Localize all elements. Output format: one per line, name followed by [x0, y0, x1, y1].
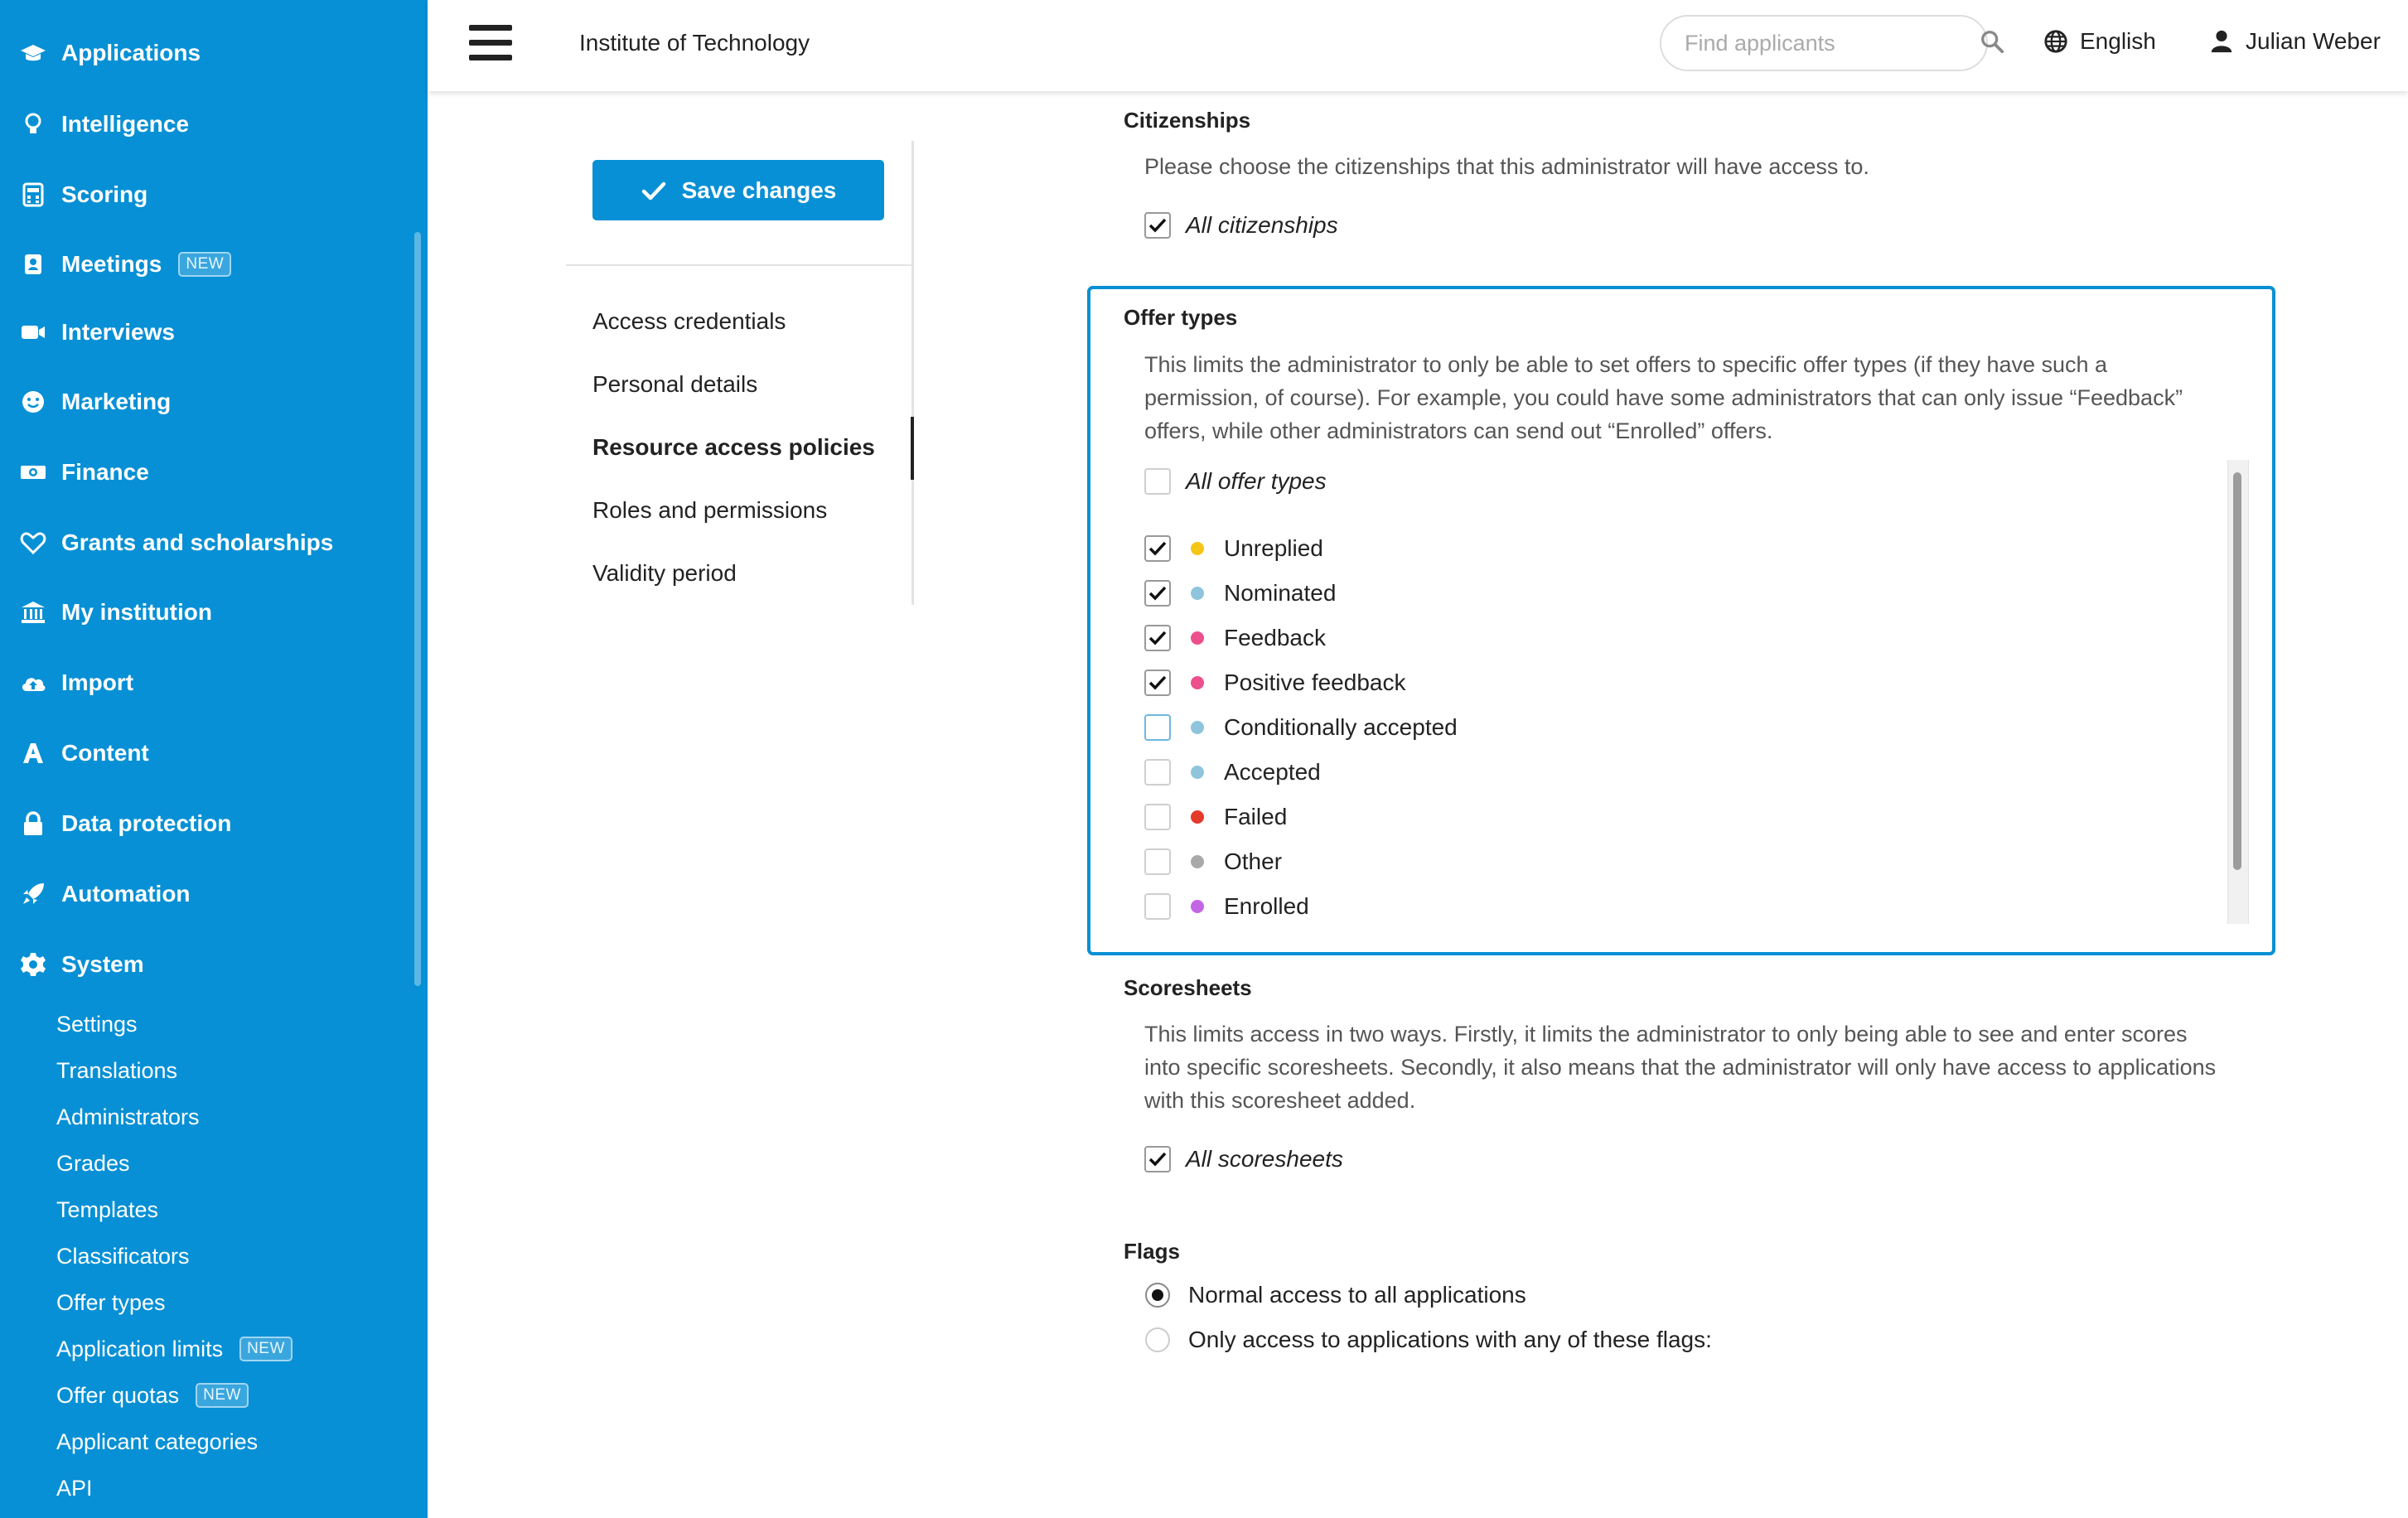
radio-label: Normal access to all applications — [1188, 1282, 1526, 1308]
top-header — [428, 0, 2408, 91]
sidebar-subitem-api[interactable] — [56, 1467, 93, 1509]
description-line: offers, while other administrators can send out “Enrolled” offers. — [1144, 418, 1773, 443]
sidebar-subitem-label: Templates — [56, 1197, 159, 1222]
checkmark-icon — [1147, 583, 1168, 604]
offer-type-label: Feedback — [1224, 625, 1326, 650]
language-selector[interactable] — [2043, 28, 2156, 55]
description-line: into specific scoresheets. Secondly, it also means that the administrator will only have access to applications — [1144, 1055, 2217, 1080]
lightbulb-icon — [18, 109, 48, 139]
checkbox[interactable] — [1144, 848, 1171, 875]
subnav-item-resource-access-policies[interactable]: Resource access policies — [592, 434, 875, 460]
sidebar-subitem-translations[interactable] — [56, 1050, 177, 1091]
sidebar-subitem-grades[interactable] — [56, 1143, 130, 1184]
offer-type-item[interactable] — [1144, 535, 1323, 562]
checkbox-label: All offer types — [1186, 468, 1327, 494]
sidebar — [0, 0, 428, 1518]
offer-type-item[interactable] — [1144, 848, 1282, 875]
checkbox-label: All citizenships — [1186, 212, 1338, 238]
sidebar-item-automation[interactable] — [18, 869, 191, 919]
rocket-icon — [18, 879, 48, 909]
checkmark-icon — [1147, 215, 1168, 236]
offer-type-item[interactable] — [1144, 804, 1287, 830]
scoresheets-title: Scoresheets — [1124, 975, 1252, 1000]
graduation-cap-icon — [18, 38, 48, 68]
description-line: with this scoresheet added. — [1144, 1088, 1416, 1113]
sidebar-item-scoring[interactable] — [18, 170, 147, 220]
offer-types-description — [1144, 348, 2183, 447]
offer-type-item[interactable] — [1144, 714, 1458, 741]
sidebar-subitem-offer-quotas[interactable] — [56, 1375, 249, 1416]
checkmark-icon — [1147, 538, 1168, 559]
sidebar-subitem-label: Administrators — [56, 1104, 200, 1129]
save-changes-button[interactable] — [592, 160, 884, 220]
radio-button[interactable] — [1145, 1283, 1170, 1308]
sidebar-item-finance[interactable] — [18, 447, 149, 497]
new-badge: NEW — [178, 252, 231, 277]
checkbox[interactable] — [1144, 212, 1171, 239]
offer-type-label: Positive feedback — [1224, 670, 1406, 695]
citizenships-description: Please choose the citizenships that this administrator will have access to. — [1144, 154, 1869, 179]
all-citizenships-checkbox[interactable] — [1144, 212, 1338, 239]
subnav-divider — [566, 264, 912, 266]
subnav-active-indicator — [911, 417, 914, 480]
sidebar-subitem-label: Classificators — [56, 1243, 190, 1269]
subnav-item-roles-permissions[interactable]: Roles and permissions — [592, 497, 828, 523]
offer-type-label: Nominated — [1224, 580, 1337, 606]
sidebar-item-label: Automation — [61, 881, 191, 906]
offer-type-item[interactable] — [1144, 625, 1326, 651]
sidebar-item-label: Interviews — [61, 319, 175, 345]
color-dot-icon — [1191, 766, 1204, 779]
offer-type-label: Failed — [1224, 804, 1288, 829]
scoresheets-description — [1144, 1018, 2216, 1117]
user-name: Julian Weber — [2246, 28, 2381, 54]
sidebar-subitem-label: Offer types — [56, 1289, 166, 1315]
sidebar-item-label: Applications — [61, 40, 201, 65]
checkbox[interactable] — [1144, 625, 1171, 651]
sidebar-subitem-applicant-categories[interactable] — [56, 1421, 258, 1462]
checkmark-icon — [1147, 672, 1168, 694]
color-dot-icon — [1191, 631, 1204, 645]
sidebar-item-interviews[interactable] — [18, 307, 175, 357]
heart-icon — [18, 528, 48, 558]
sidebar-item-label: Import — [61, 670, 134, 695]
color-dot-icon — [1191, 900, 1204, 913]
sidebar-subitem-label: Translations — [56, 1057, 178, 1083]
description-line: This limits access in two ways. Firstly, it limits the administrator to only being able to see and enter scores — [1144, 1022, 2188, 1047]
search-input[interactable] — [1683, 30, 1980, 57]
sidebar-item-meetings[interactable] — [18, 239, 231, 289]
offer-type-label: Unreplied — [1224, 535, 1323, 561]
subnav-item-access-credentials[interactable]: Access credentials — [592, 308, 786, 334]
flags-title: Flags — [1124, 1239, 1180, 1264]
sidebar-item-system[interactable] — [18, 940, 144, 989]
sidebar-item-content[interactable] — [18, 728, 149, 778]
sidebar-item-import[interactable] — [18, 658, 133, 708]
sidebar-item-data-protection[interactable] — [18, 799, 231, 848]
sidebar-subitem-label: Grades — [56, 1150, 130, 1176]
sidebar-subitem-offer-types[interactable] — [56, 1282, 166, 1323]
sidebar-subitem-label: Applicant categories — [56, 1429, 259, 1454]
offer-types-title: Offer types — [1124, 305, 1238, 330]
offer-type-item[interactable] — [1144, 670, 1405, 696]
flags-option-normal[interactable] — [1145, 1282, 1526, 1308]
offer-type-item[interactable] — [1144, 759, 1321, 786]
offer-type-label: Other — [1224, 848, 1283, 874]
sidebar-subitem-administrators[interactable] — [56, 1096, 200, 1138]
sidebar-item-label: Marketing — [61, 389, 172, 414]
all-scoresheets-checkbox[interactable] — [1144, 1146, 1343, 1172]
color-dot-icon — [1191, 855, 1204, 868]
sidebar-item-label: Intelligence — [61, 111, 190, 137]
checkmark-icon — [1147, 627, 1168, 649]
offer-types-scrollbar-thumb[interactable] — [2233, 472, 2241, 870]
description-line: permission, of course). For example, you could have some administrators that can only issue “Feedback” — [1144, 385, 2183, 410]
checkbox[interactable] — [1144, 893, 1171, 920]
subnav-item-validity-period[interactable]: Validity period — [592, 560, 737, 586]
color-dot-icon — [1191, 810, 1204, 824]
user-menu[interactable] — [2209, 28, 2381, 55]
flags-option-restricted[interactable] — [1145, 1327, 1712, 1353]
money-icon — [18, 457, 48, 487]
cloud-upload-icon — [18, 668, 48, 698]
checkbox[interactable] — [1144, 468, 1171, 495]
smiley-icon — [18, 387, 48, 417]
new-badge: NEW — [239, 1337, 293, 1361]
subnav-item-personal-details[interactable]: Personal details — [592, 371, 758, 397]
language-label: English — [2080, 28, 2156, 54]
checkbox-label: All scoresheets — [1186, 1146, 1343, 1172]
sidebar-item-label: System — [61, 951, 144, 977]
sidebar-item-label: Meetings — [61, 251, 162, 277]
sidebar-item-label: Finance — [61, 459, 149, 485]
description-line: This limits the administrator to only be able to set offers to specific offer types (if they have such a — [1144, 352, 2108, 377]
sidebar-subitem-settings[interactable] — [56, 1003, 138, 1045]
sidebar-subitem-classificators[interactable] — [56, 1235, 190, 1277]
radio-label: Only access to applications with any of these flags: — [1188, 1327, 1712, 1352]
sidebar-subitem-label: Application limits — [56, 1336, 224, 1361]
video-camera-icon — [18, 317, 48, 347]
radio-button[interactable] — [1145, 1327, 1170, 1352]
sidebar-scrollbar[interactable] — [414, 232, 421, 986]
sidebar-item-label: Scoring — [61, 181, 148, 207]
sidebar-subitem-label: Offer quotas — [56, 1382, 180, 1408]
sidebar-item-label: Data protection — [61, 810, 232, 836]
gear-icon — [18, 950, 48, 979]
checkmark-icon — [1147, 1148, 1168, 1170]
globe-icon — [2043, 29, 2068, 54]
color-dot-icon — [1191, 676, 1204, 689]
institution-title: Institute of Technology — [579, 30, 810, 56]
lock-icon — [18, 809, 48, 839]
hamburger-menu-icon[interactable] — [469, 25, 512, 61]
checkbox[interactable] — [1144, 1146, 1171, 1172]
checkbox[interactable] — [1144, 714, 1171, 741]
checkbox[interactable] — [1144, 759, 1171, 786]
subnav-vertical-line — [911, 141, 914, 605]
meetings-icon — [18, 249, 48, 279]
sidebar-item-label: Grants and scholarships — [61, 529, 334, 555]
checkbox[interactable] — [1144, 580, 1171, 607]
sidebar-item-applications[interactable] — [18, 28, 201, 78]
citizenships-title: Citizenships — [1124, 108, 1251, 133]
color-dot-icon — [1191, 542, 1204, 555]
checkbox[interactable] — [1144, 535, 1171, 562]
search-icon[interactable] — [1980, 29, 2004, 58]
new-badge: NEW — [196, 1383, 249, 1408]
offer-type-item[interactable] — [1144, 580, 1336, 607]
sidebar-item-grants[interactable] — [18, 518, 333, 568]
sidebar-item-label: My institution — [61, 599, 212, 625]
offer-type-label: Conditionally accepted — [1224, 714, 1458, 740]
checkbox[interactable] — [1144, 804, 1171, 830]
checkmark-icon — [641, 177, 667, 204]
sidebar-subitem-label: API — [56, 1475, 93, 1501]
sidebar-item-intelligence[interactable] — [18, 99, 189, 149]
search-box[interactable] — [1660, 15, 1988, 71]
sidebar-subitem-label: Settings — [56, 1011, 138, 1037]
calculator-icon — [18, 180, 48, 210]
offer-type-label: Enrolled — [1224, 893, 1309, 919]
sidebar-item-label: Content — [61, 740, 149, 766]
sidebar-item-marketing[interactable] — [18, 377, 171, 427]
institution-icon — [18, 597, 48, 627]
sidebar-subitem-templates[interactable] — [56, 1189, 158, 1230]
all-offer-types-checkbox[interactable] — [1144, 468, 1327, 495]
save-changes-label: Save changes — [681, 176, 837, 203]
user-icon — [2209, 29, 2234, 54]
color-dot-icon — [1191, 721, 1204, 734]
color-dot-icon — [1191, 587, 1204, 600]
offer-type-label: Accepted — [1224, 759, 1321, 785]
font-a-icon — [18, 738, 48, 768]
sidebar-subitem-application-limits[interactable] — [56, 1328, 293, 1370]
offer-type-item[interactable] — [1144, 893, 1309, 920]
sidebar-item-my-institution[interactable] — [18, 587, 212, 637]
checkbox[interactable] — [1144, 670, 1171, 696]
